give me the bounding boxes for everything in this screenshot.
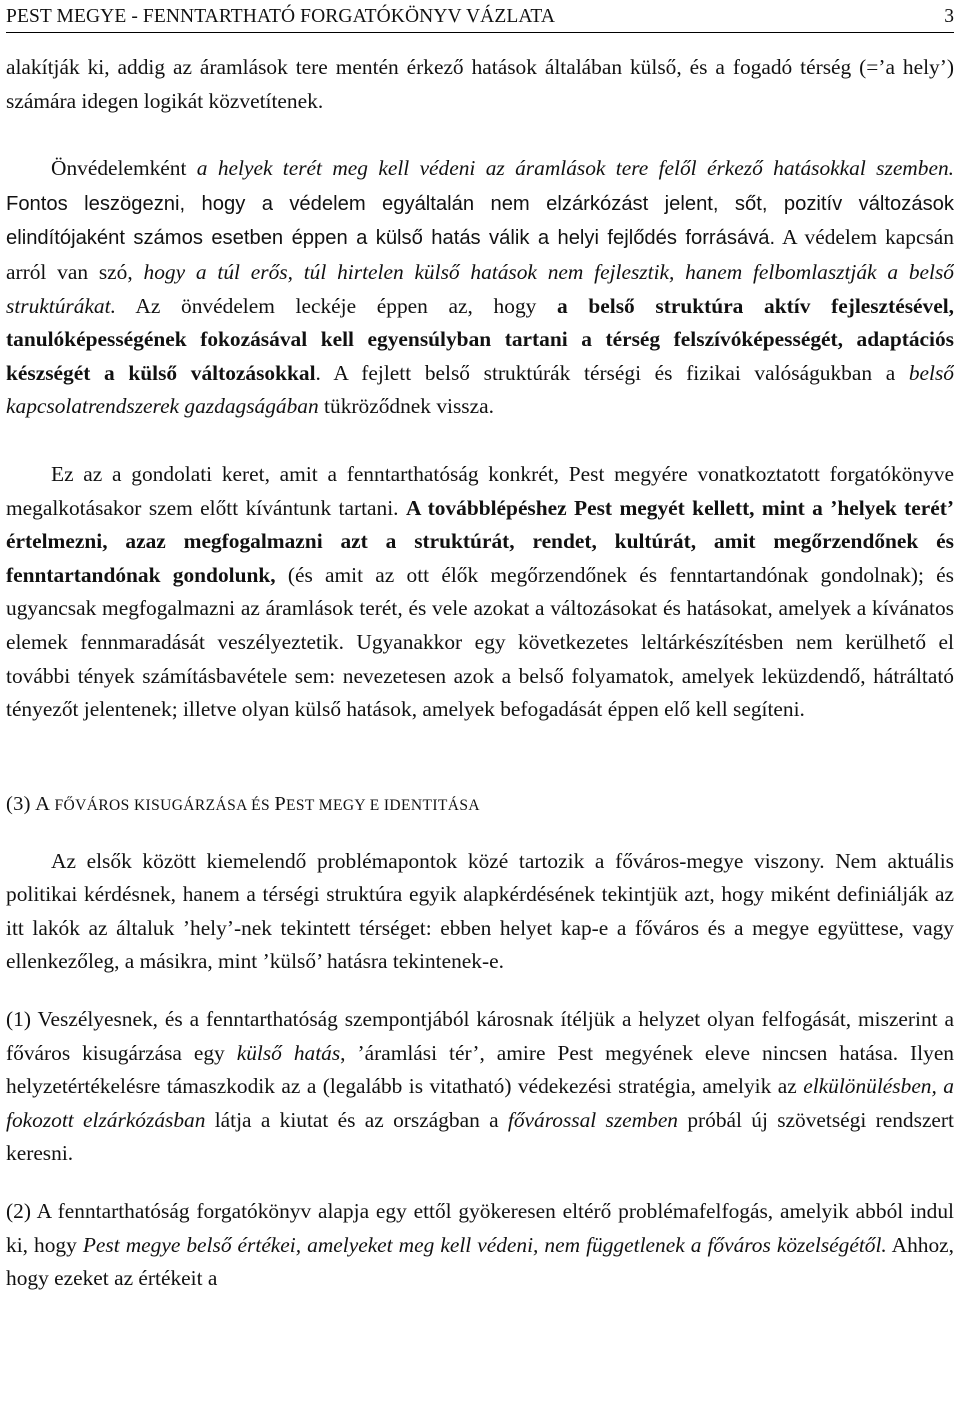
page-number: 3 [944, 6, 954, 27]
paragraph-point-2: (2) A fenntarthatóság forgatókönyv alapja egy ettől gyökeresen eltérő problémafelfogás, amelyik abból indul ki, hogy Pest megye belső értékei, amelyeket meg kell védeni, nem függetlenek a főváros közelségétől. Ahhoz, hogy ezeket az értékeit a [6, 1199, 954, 1291]
paragraph-framework: Ez az a gondolati keret, amit a fenntarthatóság konkrét, Pest megyére vonatkoztatott forgatókönyve megalkotásakor szem előtt kívántunk tartani. A továbblépéshez Pest megyét kellett, mint a ’helyek terét’ értelmezni, azaz megfogalmazni azt a struktúrát, rendet, kultúrát, amit megőrzendőnek és fenntartandónak gondolunk, (és amit az ott élők megőrzendőnek és fenntartandónak gondolnak); és ugyancsak megfogalmazni az áramlások terét, és vele azokat a változásokat és hatásokat, amelyek a kívánatos elemek fennmaradását veszélyeztetik. Ugyanakkor egy következetes leltárkészítésben nem kerülhető el további tények számításbavétele sem: nevezetesen azok a belső folyamatok, amelyek leküzdendő, hátráltató tényezőt jelentenek; illetve olyan külső hatások, amelyek befogadását éppen elő kell segíteni. [6, 461, 954, 722]
page-header [6, 0, 954, 33]
running-title: PEST MEGYE - FENNTARTHATÓ FORGATÓKÖNYV VÁZLATA [6, 6, 556, 27]
section-heading-3: (3) A FŐVÁROS KISUGÁRZÁSA ÉS PEST MEGY E IDENTITÁSA [6, 792, 480, 815]
paragraph-continuation: alakítják ki, addig az áramlások tere mentén érkező hatások általában külső, és a fogadó térség (=’a hely’) számára idegen logikát közvetítenek. [6, 55, 954, 113]
paragraph-self-defense: Önvédelemként a helyek terét meg kell védeni az áramlások tere felől érkező hatásokkal szemben. Fontos leszögezni, hogy a védelem egyáltalán nem elzárkózást jelent, sőt, pozitív változások elindítójaként számos esetben éppen a külső hatás válik a helyi fejlődés forrásává. A védelem kapcsán arról van szó, hogy a túl erős, túl hirtelen külső hatások nem fejlesztik, hanem felbomlasztják a belső struktúrákat. Az önvédelem leckéje éppen az, hogy a belső struktúra aktív fejlesztésével, tanulóképességének fokozásával kell egyensúlyban tartani a térség felszívóképességét, adaptációs készségét a külső változásokkal. A fejlett belső struktúrák térségi és fizikai valóságukban a belső kapcsolatrendszerek gazdagságában tükröződnek vissza. [6, 156, 954, 419]
document-page [6, 0, 954, 1427]
paragraph-capital-county: Az elsők között kiemelendő problémapontok közé tartozik a főváros-megye viszony. Nem aktuális politikai kérdésnek, hanem a térségi struktúra egyik alapkérdésének tekintjük azt, hogy miként definiálják az itt lakók az általuk ’hely’-nek tekintett térséget: ebben helyet kap-e a főváros és a megye együttese, vagy ellenkezőleg, a másikra, mint ’külső’ hatásra tekintenek-e. [6, 848, 954, 974]
paragraph-point-1: (1) Veszélyesnek, és a fenntarthatóság szempontjából károsnak ítéljük a helyzet olyan felfogását, miszerint a főváros kisugárzása egy külső hatás, ’áramlási tér’, amire Pest megyének eleve nincsen hatása. Ilyen helyzetértékelésre támaszkodik az a (legalább is vitatható) védekezési stratégia, amelyik az elkülönülésben, a fokozott elzárkózásban látja a kiutat és az országban a fővárossal szemben próbál új szövetségi rendszert keresni. [6, 1007, 954, 1166]
